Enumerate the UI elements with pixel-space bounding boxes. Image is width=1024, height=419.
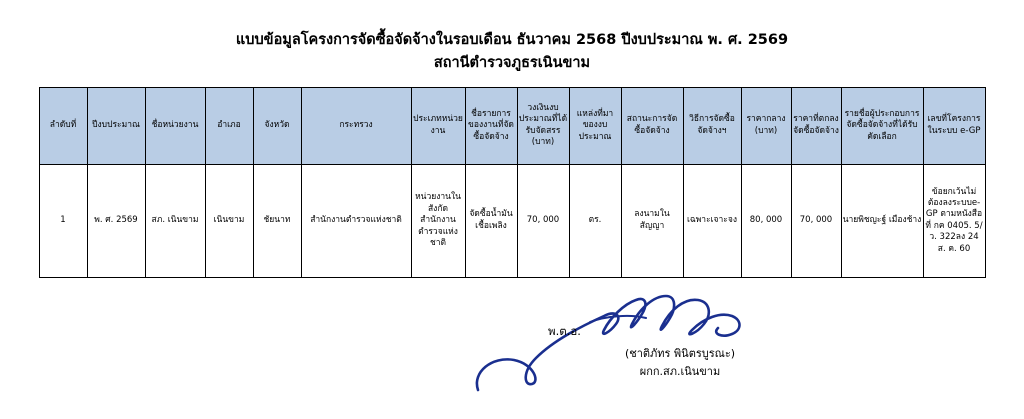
col-header-item-name: ชื่อรายการของงานที่จัดซื้อจัดจ้าง [465, 87, 517, 164]
signature-block [0, 296, 1024, 406]
page-subtitle: สถานีตำรวจภูธรเนินขาม [433, 54, 591, 71]
procurement-table [39, 87, 986, 278]
cell-agency-type: หน่วยงานในสังกัดสำนักงานตำรวจแห่งชาติ [411, 164, 465, 277]
table-header-row [39, 87, 985, 164]
col-header-agency-type: ประเภทหน่วยงาน [411, 87, 465, 164]
cell-method: เฉพาะเจาะจง [683, 164, 741, 277]
col-header-agreed-price: ราคาที่ตกลงจัดซื้อจัดจ้าง [791, 87, 841, 164]
col-header-province: จังหวัด [253, 87, 301, 164]
col-header-ministry: กระทรวง [301, 87, 411, 164]
col-header-fiscal-year: ปีงบประมาณ [87, 87, 145, 164]
cell-agreed-price: 70, 000 [791, 164, 841, 277]
col-header-vendor: รายชื่อผู้ประกอบการจัดซื้อจัดจ้างที่ได้รับคัดเลือก [841, 87, 923, 164]
cell-item-name: จัดซื้อน้ำมันเชื้อเพลิง [465, 164, 517, 277]
col-header-median-price: ราคากลาง (บาท) [741, 87, 791, 164]
col-header-status: สถานะการจัดซื้อจัดจ้าง [621, 87, 683, 164]
signature-rank-label: พ.ต.อ. [548, 323, 581, 338]
col-header-method: วิธีการจัดซื้อจัดจ้างฯ [683, 87, 741, 164]
col-header-budget-source: แหล่งที่มาของงบประมาณ [569, 87, 621, 164]
col-header-budget: วงเงินงบประมาณที่ได้รับจัดสรร (บาท) [517, 87, 569, 164]
col-header-agency-name: ชื่อหน่วยงาน [145, 87, 205, 164]
cell-agency-name: สภ. เนินขาม [145, 164, 205, 277]
cell-district: เนินขาม [205, 164, 253, 277]
col-header-district: อำเภอ [205, 87, 253, 164]
cell-egp-number: ข้อยกเว้นไม่ต้องลงระบบe-GP ตามหนังสือที่ กค 0405. 5/ว. 322ลง 24 ส. ค. 60 [923, 164, 985, 277]
signature-role: ผกก.สภ.เนินขาม [639, 364, 721, 378]
col-header-egp-number: เลขที่โครงการในระบบ e-GP [923, 87, 985, 164]
cell-status: ลงนามในสัญญา [621, 164, 683, 277]
cell-ministry: สำนักงานตำรวจแห่งชาติ [301, 164, 411, 277]
cell-order: 1 [39, 164, 87, 277]
col-header-order: ลำดับที่ [39, 87, 87, 164]
table-row [39, 164, 985, 277]
page-title: แบบข้อมูลโครงการจัดซื้อจัดจ้างในรอบเดือน ธันวาคม 2568 ปีงบประมาณ พ. ศ. 2569 [235, 32, 789, 48]
signature-name: (ชาติภัทร พินิตรบูรณะ) [624, 346, 736, 360]
cell-median-price: 80, 000 [741, 164, 791, 277]
cell-budget: 70, 000 [517, 164, 569, 277]
document-title-block [0, 0, 1024, 75]
cell-budget-source: ตร. [569, 164, 621, 277]
cell-fiscal-year: พ. ศ. 2569 [87, 164, 145, 277]
cell-province: ชัยนาท [253, 164, 301, 277]
cell-vendor: นายพิชญะฐ์ เมืองช้าง [841, 164, 923, 277]
